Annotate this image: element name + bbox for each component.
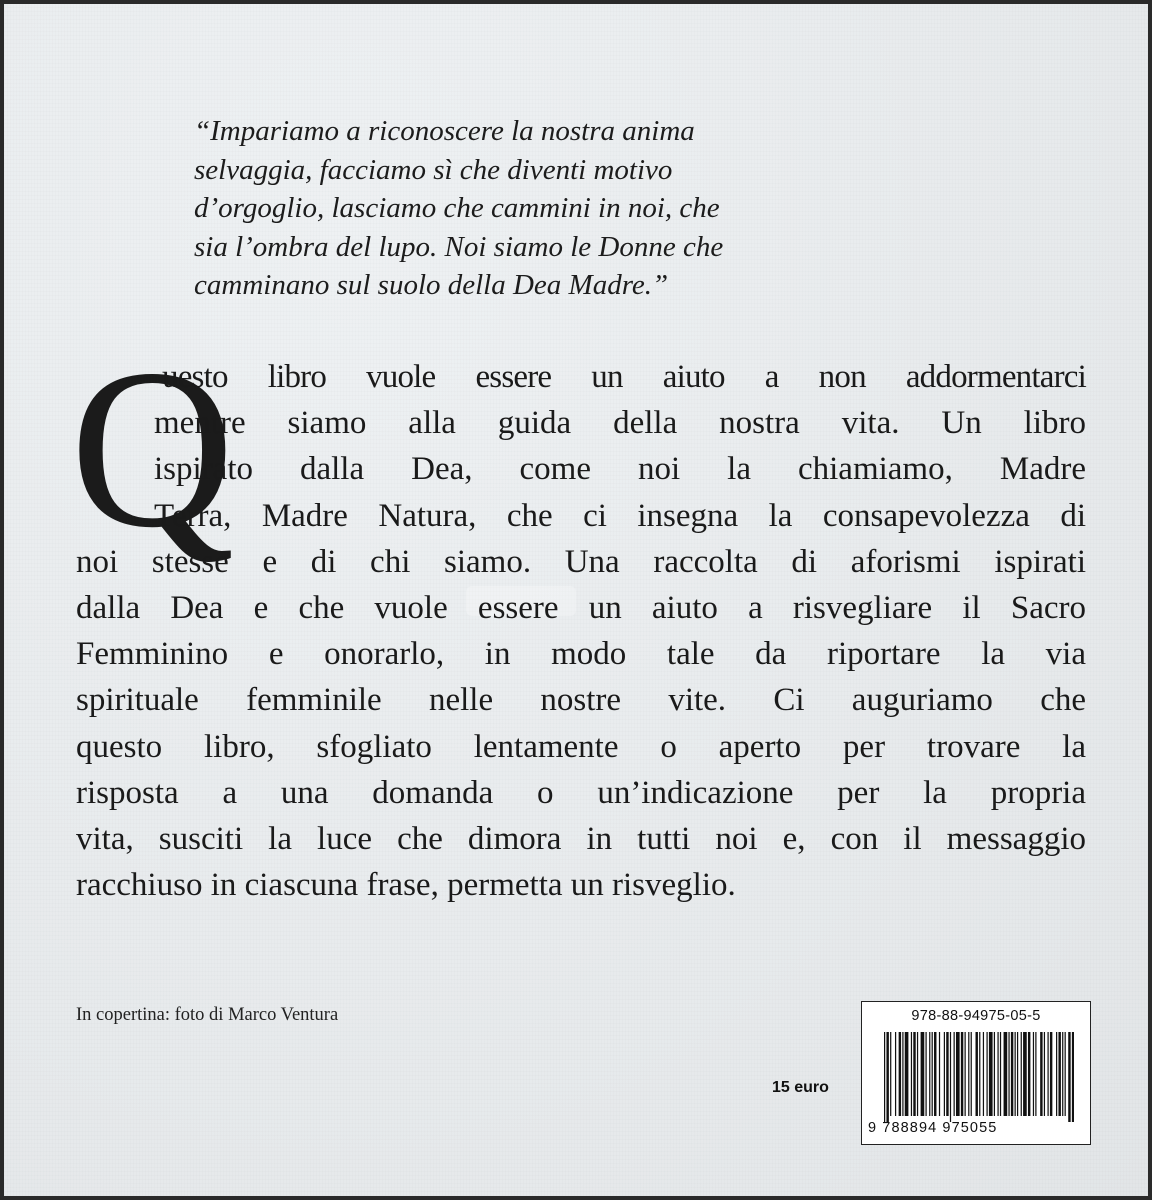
barcode-bar [1040,1032,1042,1116]
barcode-bars [884,1032,1074,1122]
barcode-bar [1021,1032,1022,1116]
barcode-bar [1028,1032,1030,1116]
barcode-bar [884,1032,885,1122]
barcode-bar [1033,1032,1034,1116]
blurb-line: Terra, Madre Natura, che ci insegna la consapevolezza di [154,497,1086,534]
barcode-bar [950,1032,951,1122]
barcode-graphic [884,1032,1074,1122]
barcode-bar [1011,1032,1013,1116]
book-back-cover [4,4,1148,1196]
barcode-bar [1008,1032,1009,1116]
blurb-line: spirituale femminile nelle nostre vite. Ci auguriamo che [76,682,1086,719]
barcode-bar [895,1032,896,1116]
barcode-bar [954,1032,955,1116]
barcode-bar [1065,1032,1066,1116]
barcode-bar [899,1032,901,1116]
barcode-bar [913,1032,915,1116]
barcode-bar [934,1032,936,1116]
barcode-bar [902,1032,903,1116]
blurb-line: questo libro, sfogliato lentamente o aperto per trovare la [76,728,1086,765]
barcode-bar [944,1032,945,1116]
barcode-bar [971,1032,972,1116]
barcode-bar [989,1032,993,1116]
barcode-bar [983,1032,984,1116]
barcode-bar [929,1032,930,1116]
barcode-bar [986,1032,987,1116]
blurb-line: dalla Dea e che vuole essere un aiuto a risvegliare il Sacro [76,590,1086,627]
blurb-line: Femminino e onorarlo, in modo tale da riportare la via [76,636,1086,673]
barcode-bar [911,1032,912,1116]
drop-cap: Q [70,323,235,575]
barcode-bar [965,1032,966,1116]
barcode-bar [956,1032,960,1116]
barcode-bar [1000,1032,1001,1116]
barcode-bar [979,1032,980,1116]
barcode-bar [921,1032,925,1116]
quote-line: selvaggia, facciamo sì che diventi motivo [194,153,673,186]
barcode-bar [1015,1032,1016,1116]
barcode-bar [1035,1032,1036,1116]
barcode-bar [1072,1032,1074,1122]
quote-line: d’orgoglio, lasciamo che cammini in noi, che [194,192,720,224]
barcode-bar [1062,1032,1063,1116]
quote-line: “Impariamo a riconoscere la nostra anima [194,115,695,147]
ean-digits: 9 788894 975055 [868,1120,998,1136]
blurb-line: vita, susciti la luce che dimora in tutti noi e, con il messaggio [76,821,1086,858]
blurb-paragraph [76,354,1086,908]
isbn-barcode [861,1001,1091,1145]
cover-photo-credit: In copertina: foto di Marco Ventura [76,1005,339,1025]
price-label: 15 euro [772,1079,829,1096]
barcode-bar [1047,1032,1048,1116]
barcode-bar [932,1032,933,1116]
barcode-bar [886,1032,888,1122]
barcode-bar [1068,1032,1070,1122]
blurb-line: mentre siamo alla guida della nostra vita. Un libro [154,405,1086,442]
barcode-bar [925,1032,926,1116]
blurb-line: racchiuso in ciascuna frase, permetta un risveglio. [76,867,736,904]
blurb-line: ispirato dalla Dea, come noi la chiamiamo, Madre [154,451,1086,488]
barcode-bar [1056,1032,1057,1116]
barcode-bar [1023,1032,1027,1116]
blurb-line: noi stesse e di chi siamo. Una raccolta di aforismi ispirati [76,543,1086,580]
barcode-bar [946,1032,948,1116]
barcode-bar [939,1032,940,1116]
barcode-bar [917,1032,918,1116]
barcode-bar [1017,1032,1018,1116]
barcode-bar [997,1032,998,1116]
blurb-line: risposta a una domanda o un’indicazione per la propria [76,774,1086,811]
isbn-number: 978-88-94975-05-5 [911,1008,1041,1024]
barcode-bar [968,1032,969,1116]
quote-line: camminano sul suolo della Dea Madre.” [194,269,669,301]
epigraph-quote [194,112,994,305]
barcode-bar [1050,1032,1052,1116]
barcode-bar [905,1032,909,1116]
quote-line: sia l’ombra del lupo. Noi siamo le Donne che [194,230,724,263]
barcode-bar [890,1032,891,1116]
blurb-line: uesto libro vuole essere un aiuto a non addormentarci [162,359,1086,395]
barcode-bar [994,1032,995,1116]
barcode-bar [961,1032,963,1116]
barcode-bar [976,1032,978,1116]
barcode-bar [1004,1032,1008,1116]
barcode-bar [1058,1032,1060,1116]
barcode-bar [1044,1032,1045,1116]
